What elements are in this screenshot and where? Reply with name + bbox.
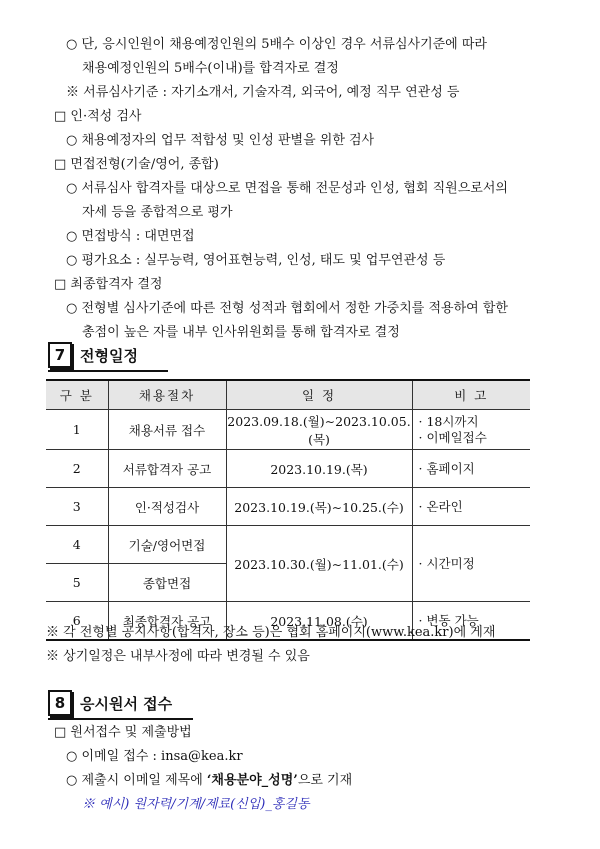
section-underline <box>48 718 193 720</box>
section-title: 전형일정 <box>80 346 138 365</box>
heading-aptitude-test: □ 인·적성 검사 <box>54 109 142 124</box>
condition-line-1: ○ 단, 응시인원이 채용예정인원의 5배수 이상인 경우 서류심사기준에 따라 <box>66 37 487 52</box>
row-number: 5 <box>46 564 108 602</box>
interview-method: ○ 면접방식 : 대면면접 <box>66 229 195 244</box>
header-cell: 비 고 <box>412 380 530 410</box>
interview-desc-1: ○ 서류심사 합격자를 대상으로 면접을 통해 전문성과 인성, 협회 직원으로서의 <box>66 181 508 196</box>
heading-interview: □ 면접전형(기술/영어, 종합) <box>54 157 219 172</box>
screening-criteria-note: ※ 서류심사기준 : 자기소개서, 기술자격, 외국어, 예정 직무 연관성 등 <box>66 85 460 100</box>
row-date: 2023.10.19.(목) <box>226 450 412 488</box>
row-date: 2023.10.30.(월)∼11.01.(수) <box>226 526 412 602</box>
section-8-heading <box>48 690 172 716</box>
evaluation-factors: ○ 평가요소 : 실무능력, 영어표현능력, 인성, 태도 및 업무연관성 등 <box>66 253 446 268</box>
section-7-heading <box>48 342 138 368</box>
heading-submission: □ 원서접수 및 제출방법 <box>54 725 192 740</box>
row-step: 최종합격자 공고 <box>108 602 226 641</box>
schedule-table <box>46 379 530 641</box>
row-note: · 시간미정 <box>412 526 530 602</box>
schedule-footnote-2: ※ 상기일정은 내부사정에 따라 변경될 수 있음 <box>46 649 310 664</box>
email-subject-rule <box>66 772 352 790</box>
subject-format: ‘채용분야_성명’ <box>206 773 298 788</box>
row-note: · 홈페이지 <box>412 450 530 488</box>
section-underline <box>48 370 168 372</box>
row-date: 2023.10.19.(목)∼10.25.(수) <box>226 488 412 526</box>
table-row <box>46 488 530 526</box>
row-note: · 변동 가능 <box>412 602 530 641</box>
final-decision-desc-1: ○ 전형별 심사기준에 따른 전형 성적과 협회에서 정한 가중치를 적용하여 합한 <box>66 301 508 316</box>
row-step: 채용서류 접수 <box>108 410 226 450</box>
table-row <box>46 410 530 450</box>
subject-rule-text-end: 으로 기재 <box>297 773 353 788</box>
subject-rule-text: ○ 제출시 이메일 제목에 <box>66 773 207 788</box>
table-row <box>46 450 530 488</box>
email-submission: ○ 이메일 접수 : insa@kea.kr <box>66 749 243 764</box>
heading-final-decision: □ 최종합격자 결정 <box>54 277 163 292</box>
interview-desc-2: 자세 등을 종합적으로 평가 <box>82 205 233 220</box>
row-date: 2023.09.18.(월)∼2023.10.05.(목) <box>226 410 412 450</box>
aptitude-test-desc: ○ 채용예정자의 업무 적합성 및 인성 판별을 위한 검사 <box>66 133 375 148</box>
row-number: 2 <box>46 450 108 488</box>
row-number: 1 <box>46 410 108 450</box>
final-decision-desc-2: 총점이 높은 자를 내부 인사위원회를 통해 합격자로 결정 <box>82 325 400 340</box>
header-cell: 일 정 <box>226 380 412 410</box>
row-date: 2023.11.08.(수) <box>226 602 412 641</box>
row-number: 3 <box>46 488 108 526</box>
row-note: · 온라인 <box>412 488 530 526</box>
row-number: 6 <box>46 602 108 641</box>
row-step: 종합면접 <box>108 564 226 602</box>
row-step: 인·적성검사 <box>108 488 226 526</box>
table-header-row <box>46 380 530 410</box>
table-row <box>46 526 530 564</box>
row-step: 기술/영어면접 <box>108 526 226 564</box>
schedule-footnote-1: ※ 각 전형별 공지사항(합격자, 장소 등)은 협회 홈페이지(www.kea.kr)에 게재 <box>46 625 496 640</box>
note-line: · 이메일접수 <box>418 429 487 445</box>
row-number: 4 <box>46 526 108 564</box>
condition-line-2: 채용예정인원의 5배수(이내)를 합격자로 결정 <box>82 61 339 76</box>
subject-example: ※ 예시) 원자력/기계/제료(신입)_홍길동 <box>82 797 310 812</box>
row-note <box>412 410 530 450</box>
row-step: 서류합격자 공고 <box>108 450 226 488</box>
section-title: 응시원서 접수 <box>80 694 173 713</box>
section-number: 7 <box>48 342 72 368</box>
note-line: · 18시까지 <box>418 413 479 429</box>
section-number: 8 <box>48 690 72 716</box>
header-cell: 구 분 <box>46 380 108 410</box>
header-cell: 채용절차 <box>108 380 226 410</box>
